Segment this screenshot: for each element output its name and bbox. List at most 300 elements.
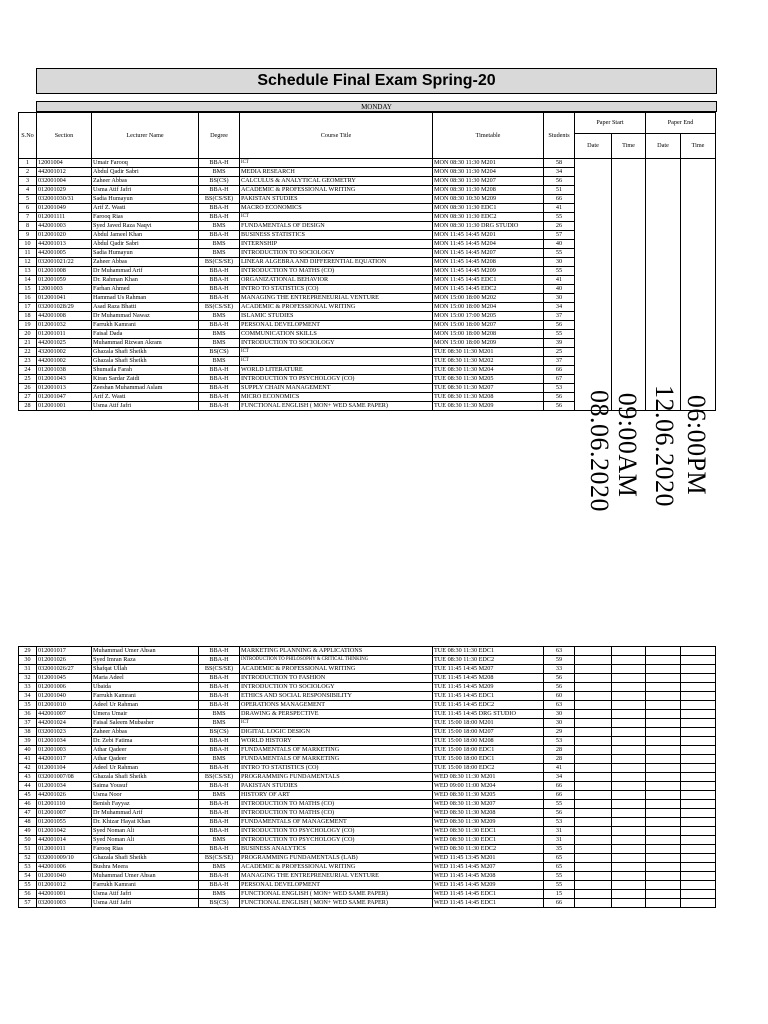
- cell-course-title: FUNDAMENTALS OF MANAGEMENT: [240, 818, 433, 827]
- table-row: [19, 881, 716, 890]
- cell-timetable: WED 08:30 11:30 M208: [433, 809, 544, 818]
- cell-timetable: TUE 08:30 11:30 M208: [433, 393, 544, 402]
- cell-course-title: ETHICS AND SOCIAL RESPONSIBILITY: [240, 692, 433, 701]
- cell-sno: 8: [19, 222, 37, 231]
- cell-course-title: MACRO ECONOMICS: [240, 204, 433, 213]
- cell-lecturer: Abdul Qadir Sabri: [92, 168, 199, 177]
- cell-lecturer: Muhammad Umer Ahsan: [92, 872, 199, 881]
- cell-course-title: ICT: [240, 348, 433, 357]
- cell-lecturer: Zeeshan Muhammad Aslam: [92, 384, 199, 393]
- cell-sno: 57: [19, 899, 37, 908]
- cell-course-title: FUNCTIONAL ENGLISH ( MON+ WED SAME PAPER): [240, 899, 433, 908]
- cell-paper-slot: [612, 710, 646, 719]
- table-row: [19, 818, 716, 827]
- cell-degree: BBA-H: [199, 782, 240, 791]
- cell-students: 56: [544, 402, 575, 411]
- cell-course-title: WORLD HISTORY: [240, 737, 433, 746]
- cell-paper-slot: [612, 746, 646, 755]
- schedule-table-part1: [18, 112, 716, 411]
- cell-section: 012001049: [37, 204, 92, 213]
- cell-students: 56: [544, 674, 575, 683]
- cell-paper-slot: [612, 872, 646, 881]
- cell-lecturer: Athar Qadeer: [92, 755, 199, 764]
- cell-lecturer: Zaheer Abbas: [92, 258, 199, 267]
- cell-section: 032001003: [37, 899, 92, 908]
- cell-students: 34: [544, 168, 575, 177]
- cell-degree: BMS: [199, 719, 240, 728]
- cell-paper-slot: [612, 899, 646, 908]
- cell-students: 40: [544, 240, 575, 249]
- cell-section: 012001001: [37, 402, 92, 411]
- cell-sno: 6: [19, 204, 37, 213]
- cell-paper-slot: [575, 782, 612, 791]
- cell-lecturer: Farrukh Kamrani: [92, 321, 199, 330]
- cell-degree: BMS: [199, 755, 240, 764]
- cell-timetable: TUE 11:45 14:45 M209: [433, 683, 544, 692]
- cell-paper-slot: [646, 818, 681, 827]
- cell-timetable: TUE 08:30 11:30 M204: [433, 366, 544, 375]
- cell-course-title: INTRODUCTION TO SOCIOLOGY: [240, 249, 433, 258]
- cell-section: 012001020: [37, 231, 92, 240]
- cell-lecturer: Arif Z. Wasti: [92, 204, 199, 213]
- cell-lecturer: Umair Farooq: [92, 159, 199, 168]
- cell-sno: 50: [19, 836, 37, 845]
- cell-paper-slot: [646, 872, 681, 881]
- cell-lecturer: Benish Fayyaz: [92, 800, 199, 809]
- cell-sno: 43: [19, 773, 37, 782]
- cell-course-title: ICT: [240, 719, 433, 728]
- cell-section: 012001042: [37, 827, 92, 836]
- cell-paper-slot: [646, 746, 681, 755]
- cell-course-title: FUNDAMENTALS OF MARKETING: [240, 755, 433, 764]
- cell-paper-slot: [612, 836, 646, 845]
- cell-lecturer: Dr Muhammad Arif: [92, 267, 199, 276]
- table-row: [19, 764, 716, 773]
- cell-course-title: PAKISTAN STUDIES: [240, 782, 433, 791]
- cell-degree: BMS: [199, 339, 240, 348]
- cell-timetable: TUE 08:30 11:30 M209: [433, 402, 544, 411]
- cell-degree: BBA-H: [199, 701, 240, 710]
- cell-paper-slot: [612, 665, 646, 674]
- header-timetable: Timetable: [433, 113, 544, 159]
- cell-students: 26: [544, 222, 575, 231]
- cell-lecturer: Faisal Saleem Mubasher: [92, 719, 199, 728]
- cell-sno: 54: [19, 872, 37, 881]
- table-row: [19, 647, 716, 656]
- cell-section: 012001110: [37, 800, 92, 809]
- cell-students: 67: [544, 375, 575, 384]
- cell-section: 012001006: [37, 683, 92, 692]
- cell-sno: 29: [19, 647, 37, 656]
- cell-paper-slot: [646, 159, 681, 411]
- cell-students: 66: [544, 899, 575, 908]
- cell-timetable: WED 11:45 14:45 M208: [433, 872, 544, 881]
- cell-paper-slot: [646, 737, 681, 746]
- cell-paper-slot: [646, 683, 681, 692]
- cell-degree: BBA-H: [199, 285, 240, 294]
- cell-sno: 23: [19, 357, 37, 366]
- cell-course-title: DRAWING & PERSPECTIVE: [240, 710, 433, 719]
- cell-sno: 18: [19, 312, 37, 321]
- cell-paper-slot: [681, 656, 716, 665]
- cell-timetable: MON 11:45 14:45 M201: [433, 231, 544, 240]
- cell-section: 442001003: [37, 222, 92, 231]
- cell-students: 66: [544, 791, 575, 800]
- cell-timetable: WED 08:30 11:30 M209: [433, 818, 544, 827]
- cell-sno: 25: [19, 375, 37, 384]
- cell-paper-slot: [575, 692, 612, 701]
- cell-students: 60: [544, 692, 575, 701]
- cell-paper-slot: [612, 854, 646, 863]
- cell-degree: BBA-H: [199, 746, 240, 755]
- cell-section: 032001021/22: [37, 258, 92, 267]
- cell-course-title: PROGRAMMING FUNDAMENTALS (LAB): [240, 854, 433, 863]
- cell-students: 30: [544, 719, 575, 728]
- cell-degree: BBA-H: [199, 674, 240, 683]
- cell-course-title: FUNDAMENTALS OF MARKETING: [240, 746, 433, 755]
- cell-sno: 48: [19, 818, 37, 827]
- cell-paper-slot: [681, 719, 716, 728]
- cell-sno: 45: [19, 791, 37, 800]
- cell-paper-slot: [575, 818, 612, 827]
- cell-timetable: WED 11:45 14:45 EDC1: [433, 899, 544, 908]
- cell-paper-slot: [681, 764, 716, 773]
- cell-timetable: TUE 08:30 11:30 M202: [433, 357, 544, 366]
- cell-degree: BS(CS/SE): [199, 665, 240, 674]
- cell-degree: BBA-H: [199, 213, 240, 222]
- cell-degree: BBA-H: [199, 881, 240, 890]
- cell-course-title: COMMUNICATION SKILLS: [240, 330, 433, 339]
- table-row: [19, 800, 716, 809]
- cell-paper-slot: [646, 854, 681, 863]
- cell-timetable: MON 08:30 11:30 M201: [433, 159, 544, 168]
- cell-timetable: TUE 15:00 18:00 EDC1: [433, 746, 544, 755]
- cell-students: 53: [544, 384, 575, 393]
- cell-section: 032001007/08: [37, 773, 92, 782]
- cell-paper-slot: [681, 665, 716, 674]
- table-row: [19, 710, 716, 719]
- cell-lecturer: Dr Muhammad Nawaz: [92, 312, 199, 321]
- cell-timetable: TUE 11:45 14:45 DRG STUDIO: [433, 710, 544, 719]
- cell-paper-slot: [575, 683, 612, 692]
- cell-degree: BBA-H: [199, 800, 240, 809]
- cell-degree: BMS: [199, 222, 240, 231]
- cell-sno: 52: [19, 854, 37, 863]
- cell-section: 442001013: [37, 240, 92, 249]
- cell-paper-slot: [681, 773, 716, 782]
- cell-degree: BS(CS/SE): [199, 854, 240, 863]
- cell-paper-slot: [646, 755, 681, 764]
- cell-students: 55: [544, 213, 575, 222]
- cell-course-title: OPERATIONS MANAGEMENT: [240, 701, 433, 710]
- cell-sno: 12: [19, 258, 37, 267]
- cell-timetable: TUE 11:45 14:45 EDC2: [433, 701, 544, 710]
- header-end-time: Time: [681, 134, 716, 159]
- cell-timetable: TUE 15:00 18:00 M207: [433, 728, 544, 737]
- cell-section: 012001043: [37, 375, 92, 384]
- cell-degree: BMS: [199, 240, 240, 249]
- cell-degree: BBA-H: [199, 764, 240, 773]
- cell-lecturer: Ubaida: [92, 683, 199, 692]
- cell-section: 012001029: [37, 186, 92, 195]
- cell-lecturer: Usma Atif Jafri: [92, 899, 199, 908]
- cell-section: 12001003: [37, 285, 92, 294]
- cell-course-title: ACADEMIC & PROFESSIONAL WRITING: [240, 186, 433, 195]
- cell-paper-slot: [681, 791, 716, 800]
- cell-sno: 26: [19, 384, 37, 393]
- cell-lecturer: Abdul Qadir Sabri: [92, 240, 199, 249]
- cell-sno: 37: [19, 719, 37, 728]
- cell-course-title: INTRODUCTION TO SOCIOLOGY: [240, 683, 433, 692]
- cell-paper-slot: [612, 818, 646, 827]
- cell-section: 012001111: [37, 213, 92, 222]
- cell-students: 30: [544, 710, 575, 719]
- cell-students: 39: [544, 339, 575, 348]
- cell-paper-slot: [646, 728, 681, 737]
- cell-lecturer: Ghazala Shafi Sheikh: [92, 773, 199, 782]
- cell-paper-slot: [681, 881, 716, 890]
- cell-paper-slot: [646, 674, 681, 683]
- cell-timetable: MON 08:30 11:30 M204: [433, 168, 544, 177]
- cell-paper-slot: [646, 656, 681, 665]
- cell-sno: 39: [19, 737, 37, 746]
- cell-timetable: MON 11:45 14:45 M209: [433, 267, 544, 276]
- cell-lecturer: Ghazala Shafi Sheikh: [92, 348, 199, 357]
- cell-timetable: TUE 11:45 14:45 EDC1: [433, 692, 544, 701]
- cell-lecturer: Umera Umair: [92, 710, 199, 719]
- cell-paper-slot: [575, 791, 612, 800]
- cell-timetable: TUE 08:30 11:30 M205: [433, 375, 544, 384]
- cell-sno: 14: [19, 276, 37, 285]
- cell-timetable: WED 11:45 14:45 EDC1: [433, 890, 544, 899]
- cell-lecturer: Saima Yousuf: [92, 782, 199, 791]
- cell-paper-slot: [575, 737, 612, 746]
- cell-students: 41: [544, 276, 575, 285]
- cell-lecturer: Faisal Dada: [92, 330, 199, 339]
- cell-section: 012001034: [37, 782, 92, 791]
- cell-paper-slot: [646, 845, 681, 854]
- cell-paper-slot: [681, 782, 716, 791]
- cell-students: 66: [544, 366, 575, 375]
- table-row: [19, 701, 716, 710]
- cell-paper-slot: [681, 845, 716, 854]
- cell-paper-slot: [575, 710, 612, 719]
- cell-sno: 1: [19, 159, 37, 168]
- cell-students: 56: [544, 683, 575, 692]
- cell-paper-slot: [612, 764, 646, 773]
- cell-students: 58: [544, 159, 575, 168]
- cell-paper-slot: [646, 827, 681, 836]
- cell-lecturer: Farooq Rias: [92, 213, 199, 222]
- cell-students: 66: [544, 195, 575, 204]
- cell-paper-slot: [681, 890, 716, 899]
- cell-timetable: TUE 15:00 18:00 M208: [433, 737, 544, 746]
- cell-degree: BBA-H: [199, 845, 240, 854]
- cell-section: 432001002: [37, 348, 92, 357]
- cell-section: 032001004: [37, 177, 92, 186]
- cell-degree: BS(CS): [199, 899, 240, 908]
- cell-lecturer: Muhammad Umer Ahsan: [92, 647, 199, 656]
- cell-paper-slot: [646, 710, 681, 719]
- cell-timetable: MON 15:00 18:00 M208: [433, 330, 544, 339]
- table-row: [19, 845, 716, 854]
- cell-paper-slot: [646, 665, 681, 674]
- cell-section: 032001028/29: [37, 303, 92, 312]
- cell-course-title: INTRODUCTION TO MATHS (CO): [240, 809, 433, 818]
- cell-lecturer: Syed Imran Raza: [92, 656, 199, 665]
- cell-section: 032001023: [37, 728, 92, 737]
- page-title: Schedule Final Exam Spring-20: [36, 68, 717, 94]
- cell-timetable: WED 11:45 13:45 M201: [433, 854, 544, 863]
- cell-paper-slot: [681, 701, 716, 710]
- cell-timetable: WED 08:30 11:30 M207: [433, 800, 544, 809]
- cell-sno: 38: [19, 728, 37, 737]
- cell-timetable: WED 08:30 11:30 M201: [433, 773, 544, 782]
- cell-students: 56: [544, 809, 575, 818]
- cell-course-title: INTRODUCTION TO PSYCHOLOGY (CO): [240, 375, 433, 384]
- cell-sno: 51: [19, 845, 37, 854]
- cell-course-title: ICT: [240, 159, 433, 168]
- cell-degree: BBA-H: [199, 231, 240, 240]
- cell-course-title: INTRODUCTION TO PSYCHOLOGY (CO): [240, 836, 433, 845]
- cell-timetable: MON 15:00 18:00 M209: [433, 339, 544, 348]
- cell-degree: BBA-H: [199, 276, 240, 285]
- cell-lecturer: Adeel Ur Rahman: [92, 764, 199, 773]
- cell-students: 53: [544, 818, 575, 827]
- cell-section: 442001025: [37, 339, 92, 348]
- header-paper-end: Paper End: [646, 113, 716, 134]
- cell-timetable: MON 15:00 18:00 M202: [433, 294, 544, 303]
- cell-paper-slot: [612, 890, 646, 899]
- cell-sno: 34: [19, 692, 37, 701]
- cell-paper-slot: [575, 746, 612, 755]
- cell-sno: 56: [19, 890, 37, 899]
- cell-students: 30: [544, 294, 575, 303]
- cell-sno: 33: [19, 683, 37, 692]
- cell-course-title: INTRODUCTION TO MATHS (CO): [240, 800, 433, 809]
- cell-timetable: TUE 15:00 18:00 M201: [433, 719, 544, 728]
- header-degree: Degree: [199, 113, 240, 159]
- cell-lecturer: Usma Atif Jafri: [92, 186, 199, 195]
- cell-paper-slot: [575, 647, 612, 656]
- cell-sno: 21: [19, 339, 37, 348]
- cell-paper-slot: [612, 755, 646, 764]
- table-row: [19, 863, 716, 872]
- cell-section: 012001038: [37, 366, 92, 375]
- cell-paper-slot: [612, 827, 646, 836]
- cell-timetable: WED 08:30 11:30 M205: [433, 791, 544, 800]
- cell-section: 012001013: [37, 384, 92, 393]
- cell-degree: BMS: [199, 890, 240, 899]
- cell-students: 37: [544, 357, 575, 366]
- cell-paper-slot: [575, 890, 612, 899]
- cell-timetable: MON 15:00 18:00 M207: [433, 321, 544, 330]
- cell-degree: BBA-H: [199, 647, 240, 656]
- cell-students: 31: [544, 827, 575, 836]
- cell-degree: BS(CS/SE): [199, 258, 240, 267]
- cell-paper-slot: [681, 836, 716, 845]
- cell-lecturer: Dr. Rahman Khan: [92, 276, 199, 285]
- cell-paper-slot: [646, 836, 681, 845]
- cell-lecturer: Arif Z. Wasti: [92, 393, 199, 402]
- cell-lecturer: Bushra Meera: [92, 863, 199, 872]
- cell-paper-slot: [575, 854, 612, 863]
- table-row: [19, 791, 716, 800]
- cell-sno: 7: [19, 213, 37, 222]
- cell-paper-slot: [575, 665, 612, 674]
- cell-timetable: MON 11:45 14:45 M207: [433, 249, 544, 258]
- cell-students: 29: [544, 728, 575, 737]
- cell-degree: BMS: [199, 791, 240, 800]
- cell-paper-slot: [612, 656, 646, 665]
- cell-students: 55: [544, 800, 575, 809]
- cell-lecturer: Dr. Zebi Fatima: [92, 737, 199, 746]
- cell-timetable: TUE 15:00 18:00 EDC1: [433, 755, 544, 764]
- cell-paper-slot: [575, 836, 612, 845]
- cell-paper-slot: [681, 647, 716, 656]
- cell-sno: 17: [19, 303, 37, 312]
- cell-paper-slot: [575, 872, 612, 881]
- table-row: [19, 728, 716, 737]
- cell-sno: 15: [19, 285, 37, 294]
- cell-degree: BBA-H: [199, 366, 240, 375]
- table-row: [19, 692, 716, 701]
- cell-lecturer: Athar Qadeer: [92, 746, 199, 755]
- cell-lecturer: Syed Noman Ali: [92, 836, 199, 845]
- cell-section: 012001034: [37, 737, 92, 746]
- cell-students: 55: [544, 249, 575, 258]
- cell-paper-slot: [575, 755, 612, 764]
- cell-paper-slot: [575, 656, 612, 665]
- cell-section: 442001012: [37, 168, 92, 177]
- cell-section: 012001040: [37, 872, 92, 881]
- cell-sno: 24: [19, 366, 37, 375]
- cell-course-title: MANAGING THE ENTREPRENEURIAL VENTURE: [240, 872, 433, 881]
- cell-course-title: BUSINESS STATISTICS: [240, 231, 433, 240]
- cell-students: 51: [544, 186, 575, 195]
- cell-course-title: INTRO TO STATISTICS (CO): [240, 285, 433, 294]
- cell-lecturer: Dr. Khizar Hayat Khan: [92, 818, 199, 827]
- cell-paper-slot: [575, 159, 612, 411]
- cell-sno: 28: [19, 402, 37, 411]
- cell-paper-slot: [646, 692, 681, 701]
- cell-course-title: MARKETING PLANNING & APPLICATIONS: [240, 647, 433, 656]
- table-row: [19, 890, 716, 899]
- header-start-date: Date: [575, 134, 612, 159]
- cell-students: 56: [544, 393, 575, 402]
- cell-paper-slot: [646, 764, 681, 773]
- cell-paper-slot: [646, 800, 681, 809]
- cell-paper-slot: [646, 719, 681, 728]
- cell-section: 12001004: [37, 159, 92, 168]
- table-row: [19, 737, 716, 746]
- cell-lecturer: Abdul Jameel Khan: [92, 231, 199, 240]
- cell-students: 65: [544, 854, 575, 863]
- cell-course-title: INTRO TO STATISTICS (CO): [240, 764, 433, 773]
- paper-start-date: 08.06.2020: [585, 390, 614, 512]
- cell-section: 012001003: [37, 746, 92, 755]
- cell-course-title: PERSONAL DEVELOPMENT: [240, 881, 433, 890]
- cell-students: 56: [544, 321, 575, 330]
- cell-section: 012001059: [37, 276, 92, 285]
- cell-students: 56: [544, 177, 575, 186]
- cell-course-title: INTRODUCTION TO FASHION: [240, 674, 433, 683]
- cell-students: 34: [544, 303, 575, 312]
- cell-students: 41: [544, 764, 575, 773]
- cell-paper-slot: [681, 728, 716, 737]
- cell-paper-slot: [646, 773, 681, 782]
- cell-students: 25: [544, 348, 575, 357]
